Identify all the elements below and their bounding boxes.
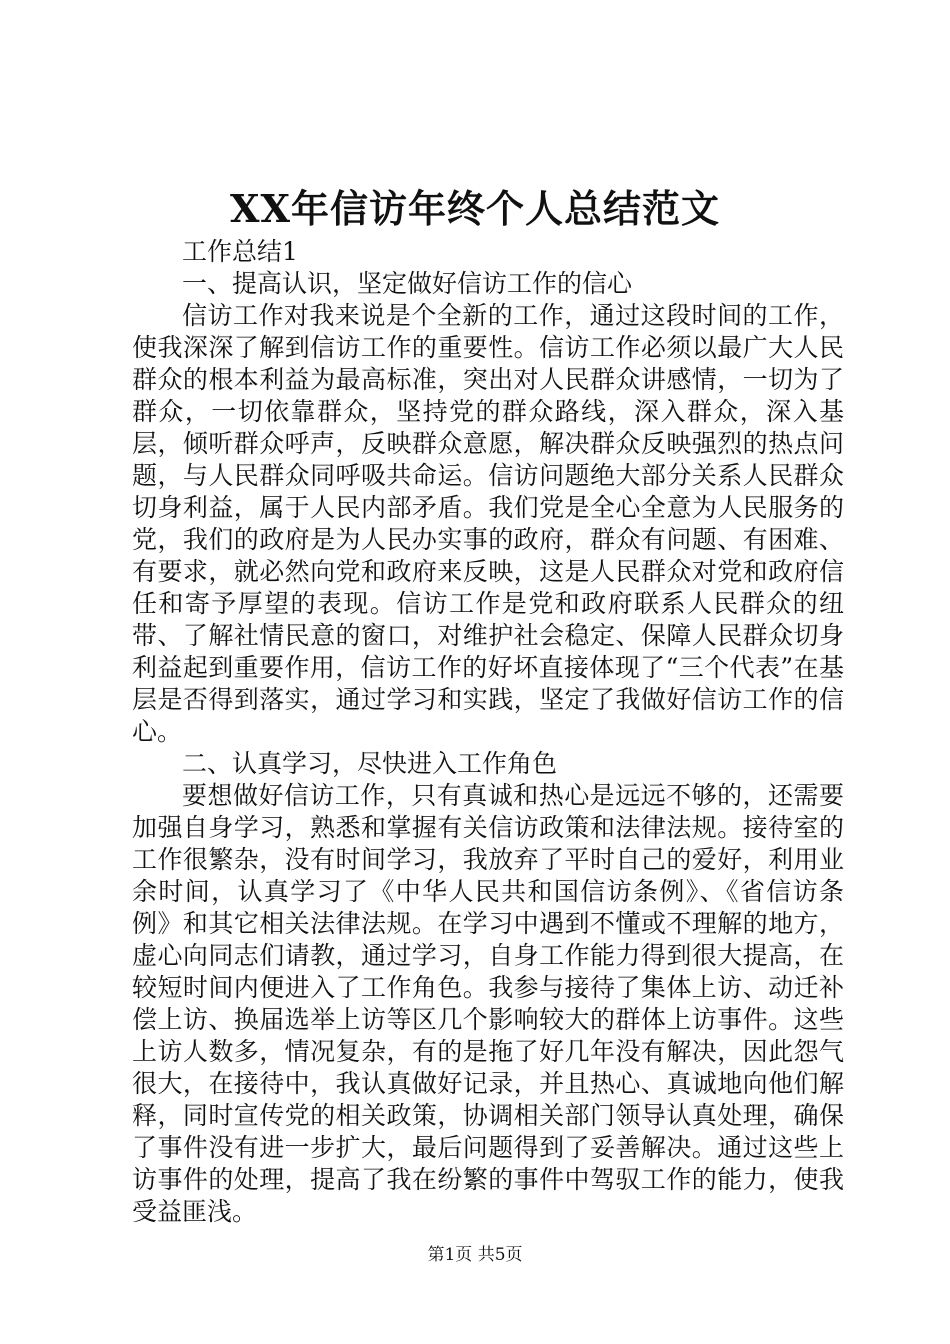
document-body xyxy=(132,236,844,1228)
page-footer: 第1页 共5页 xyxy=(427,1245,523,1265)
paragraph-1: 信访工作对我来说是个全新的工作，通过这段时间的工作，使我深深了解到信访工作的重要性。信访工作必须以最广大人民群众的根本利益为最高标准，突出对人民群众讲感情，一切为了群众，一切依靠群众，坚持党的群众路线，深入群众，深入基层，倾听群众呼声，反映群众意愿，解决群众反映强烈的热点问题，与人民群众同呼吸共命运。信访问题绝大部分关系人民群众切身利益，属于人民内部矛盾。我们党是全心全意为人民服务的党，我们的政府是为人民办实事的政府，群众有问题、有困难、有要求，就必然向党和政府来反映，这是人民群众对党和政府信任和寄予厚望的表现。信访工作是党和政府联系人民群众的纽带、了解社情民意的窗口，对维护社会稳定、保障人民群众切身利益起到重要作用，信访工作的好坏直接体现了“三个代表”在基层是否得到落实，通过学习和实践，坚定了我做好信访工作的信心。 xyxy=(132,301,844,746)
paragraph-2: 要想做好信访工作，只有真诚和热心是远远不够的，还需要加强自身学习，熟悉和掌握有关信访政策和法律法规。接待室的工作很繁杂，没有时间学习，我放弃了平时自己的爱好，利用业余时间，认真学习了《中华人民共和国信访条例》、《省信访条例》和其它相关法律法规。在学习中遇到不懂或不理解的地方，虚心向同志们请教，通过学习，自身工作能力得到很大提高，在较短时间内便进入了工作角色。我参与接待了集体上访、动迁补偿上访、换届选举上访等区几个影响较大的群体上访事件。这些上访人数多，情况复杂，有的是拖了好几年没有解决，因此怨气很大，在接待中，我认真做好记录，并且热心、真诚地向他们解释，同时宣传党的相关政策，协调相关部门领导认真处理，确保了事件没有进一步扩大，最后问题得到了妥善解决。通过这些上访事件的处理，提高了我在纷繁的事件中驾驭工作的能力，使我受益匪浅。 xyxy=(132,781,844,1226)
heading-2: 二、认真学习，尽快进入工作角色 xyxy=(182,749,558,778)
section-label: 工作总结1 xyxy=(182,237,298,266)
document-title: XX年信访年终个人总结范文 xyxy=(230,186,720,231)
heading-1: 一、提高认识，坚定做好信访工作的信心 xyxy=(182,269,633,298)
